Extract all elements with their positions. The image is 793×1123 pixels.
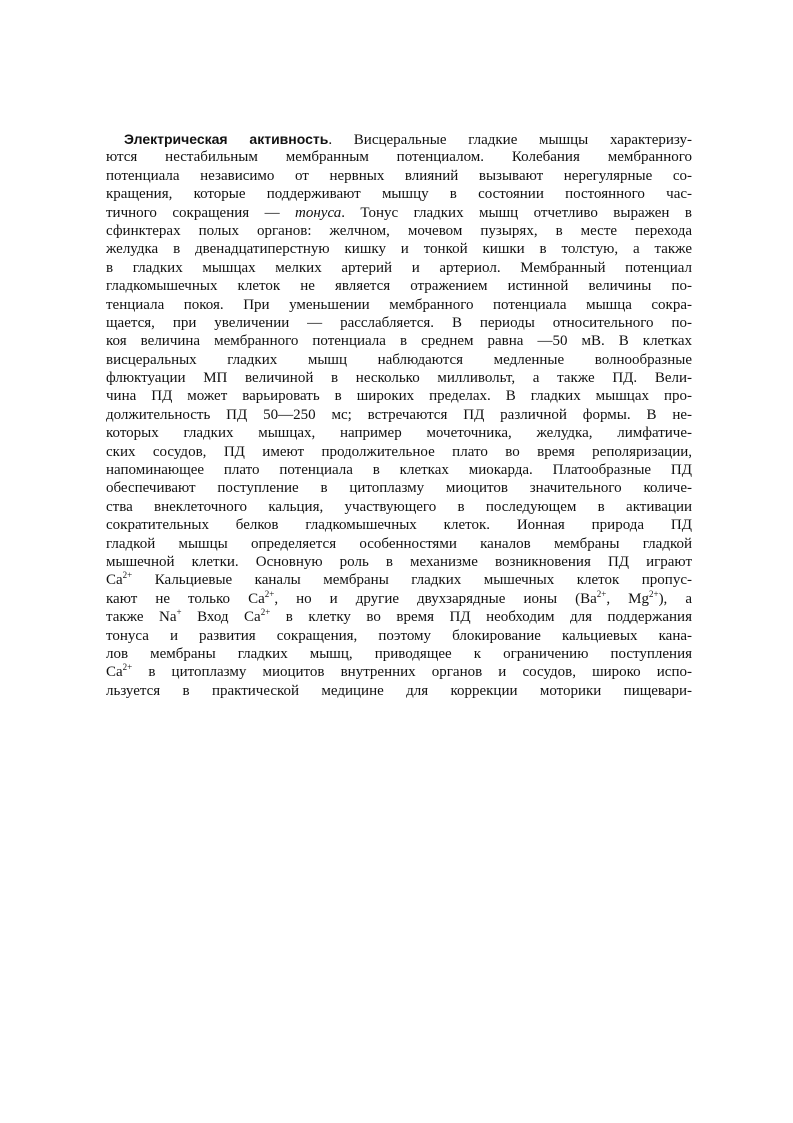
text-line <box>106 663 692 681</box>
text-line <box>106 443 692 461</box>
text-line <box>106 516 692 534</box>
text-segment: ства внеклеточного кальция, участвующего в последующем в активации <box>106 498 692 515</box>
text-segment: тенциала покоя. При уменьшении мембранного потенциала мышца сокра- <box>106 296 692 313</box>
text-segment: должительность ПД 50—250 мс; встречаются ПД различной формы. В не- <box>106 406 692 423</box>
text-segment: ), а <box>658 590 692 607</box>
text-segment: . Висцеральные гладкие мышцы характеризу- <box>328 132 692 148</box>
text-line <box>106 369 692 387</box>
text-line <box>106 608 692 626</box>
text-segment: флюктуации МП величиной в несколько милливольт, а также ПД. Вели- <box>106 370 692 387</box>
text-segment: , но и другие двухзарядные ионы (Ва <box>274 590 597 607</box>
superscript-charge: 2+ <box>122 662 133 673</box>
text-line <box>106 259 692 277</box>
text-line <box>106 479 692 497</box>
text-line <box>106 627 692 645</box>
text-segment: обеспечивают поступление в цитоплазму миоцитов значительного количе- <box>106 480 692 497</box>
text-line <box>106 387 692 405</box>
text-segment: лов мембраны гладких мышц, приводящее к ограничению поступления <box>106 645 692 662</box>
text-segment: висцеральных гладких мышц наблюдаются медленные волнообразные <box>106 351 692 368</box>
text-line <box>106 332 692 350</box>
text-line <box>106 553 692 571</box>
text-line <box>106 682 692 700</box>
superscript-charge: + <box>176 607 182 618</box>
text-line <box>106 571 692 589</box>
text-segment: кращения, которые поддерживают мышцу в состоянии постоянного час- <box>106 186 692 203</box>
text-segment: гладкой мышцы определяется особенностями каналов мембраны гладкой <box>106 535 692 552</box>
text-line <box>106 535 692 553</box>
superscript-charge: 2+ <box>648 588 659 599</box>
text-segment: в цитоплазму миоцитов внутренних органов и сосудов, широко испо- <box>132 664 692 681</box>
text-segment: сфинктерах полых органов: желчном, мочевом пузырях, в месте перехода <box>106 222 692 239</box>
italic-term: тонуса <box>295 204 342 221</box>
body-paragraph <box>106 130 692 700</box>
text-line <box>106 406 692 424</box>
text-segment: в гладких мышцах мелких артерий и артериол. Мембранный потенциал <box>106 259 692 276</box>
text-segment: желудка в двенадцатиперстную кишку и тонкой кишки в толстую, а также <box>106 241 692 258</box>
text-segment: льзуется в практической медицине для коррекции моторики пищевари- <box>106 682 692 699</box>
text-line <box>106 424 692 442</box>
text-segment: , Mg <box>606 590 649 607</box>
text-line <box>106 314 692 332</box>
superscript-charge: 2+ <box>264 588 275 599</box>
text-segment: Са <box>106 664 123 681</box>
text-segment: напоминающее плато потенциала в клетках миокарда. Платообразные ПД <box>106 462 692 479</box>
text-line <box>106 498 692 516</box>
text-line <box>106 148 692 166</box>
text-segment: кают не только Са <box>106 590 265 607</box>
text-line <box>106 351 692 369</box>
text-segment: коя величина мембранного потенциала в среднем равна —50 мВ. В клетках <box>106 333 692 350</box>
text-segment: потенциала независимо от нервных влияний вызывают нерегулярные со- <box>106 167 692 184</box>
text-segment: щается, при увеличении — расслабляется. В периоды относительного по- <box>106 314 692 331</box>
text-line <box>106 296 692 314</box>
superscript-charge: 2+ <box>122 570 133 581</box>
text-segment: Са <box>106 572 123 589</box>
text-segment: тонуса и развития сокращения, поэтому блокирование кальциевых кана- <box>106 627 692 644</box>
text-line <box>106 167 692 185</box>
text-segment: которых гладких мышцах, например мочеточника, желудка, лимфатиче- <box>106 425 692 442</box>
text-line <box>106 130 692 148</box>
text-line <box>106 204 692 222</box>
superscript-charge: 2+ <box>260 607 271 618</box>
lead-heading: Электрическая активность <box>124 131 329 147</box>
text-segment: сократительных белков гладкомышечных клеток. Ионная природа ПД <box>106 517 692 534</box>
text-segment: Вход Са <box>181 609 261 626</box>
text-line <box>106 185 692 203</box>
text-line <box>106 590 692 608</box>
text-line <box>106 240 692 258</box>
text-segment: Кальциевые каналы мембраны гладких мышечных клеток пропус- <box>132 572 692 589</box>
text-line <box>106 645 692 663</box>
text-segment: гладкомышечных клеток не является отражением истинной величины по- <box>106 278 692 295</box>
text-line <box>106 461 692 479</box>
text-segment: ются нестабильным мембранным потенциалом. Колебания мембранного <box>106 149 692 166</box>
text-segment: . Тонус гладких мышц отчетливо выражен в <box>341 204 692 221</box>
text-segment: тичного сокращения — <box>106 204 296 221</box>
text-segment: также Na <box>106 609 177 626</box>
text-segment: чина ПД может варьировать в широких пределах. В гладких мышцах про- <box>106 388 692 405</box>
text-line <box>106 277 692 295</box>
text-line <box>106 222 692 240</box>
text-segment: ских сосудов, ПД имеют продолжительное плато во время реполяризации, <box>106 443 692 460</box>
text-segment: в клетку во время ПД необходим для поддержания <box>270 609 692 626</box>
text-segment: мышечной клетки. Основную роль в механизме возникновения ПД играют <box>106 553 692 570</box>
superscript-charge: 2+ <box>596 588 607 599</box>
